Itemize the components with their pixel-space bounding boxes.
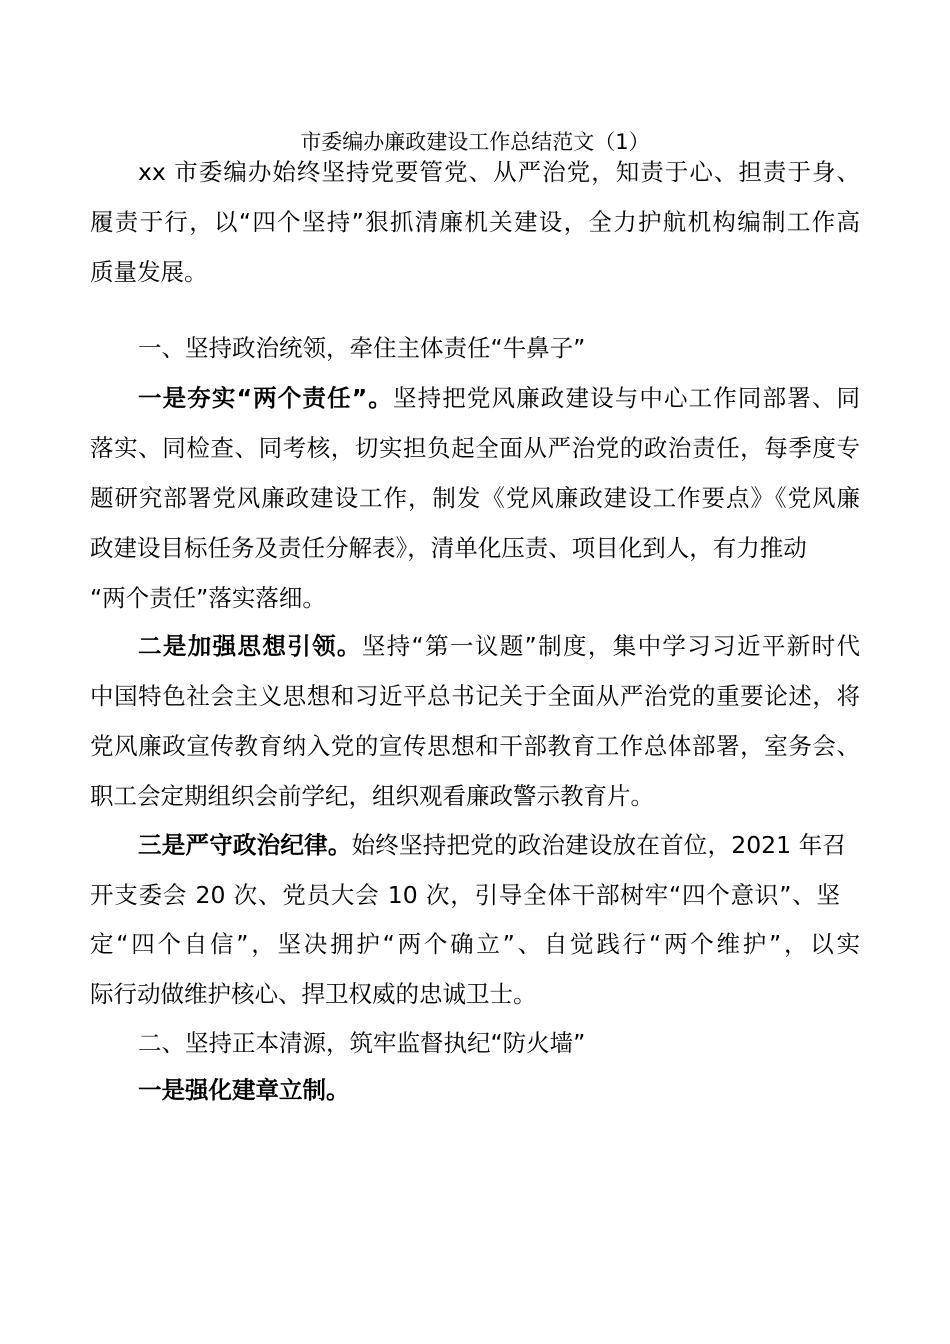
paragraph-line: 落实、同检查、同考核，切实担负起全面从严治党的政治责任，每季度专 bbox=[90, 434, 860, 462]
paragraph-line: 定“四个自信”，坚决拥护“两个确立”、自觉践行“两个维护”，以实 bbox=[90, 930, 860, 958]
paragraph-line: 开支委会 20 次、党员大会 10 次，引导全体干部树牢“四个意识”、坚 bbox=[90, 881, 840, 909]
paragraph-line: 际行动做维护核心、捍卫权威的忠诚卫士。 bbox=[90, 980, 537, 1008]
paragraph-line: 题研究部署党风廉政建设工作，制发《党风廉政建设工作要点》《党风廉 bbox=[90, 484, 860, 512]
line-text: 始终坚持把党的政治建设放在首位，2021 年召 bbox=[351, 831, 846, 859]
line-text: 坚持把党风廉政建设与中心工作同部署、同 bbox=[392, 384, 861, 412]
paragraph-line: 党风廉政宣传教育纳入党的宣传思想和干部教育工作总体部署，室务会、 bbox=[90, 732, 860, 760]
lead-text: 一是强化建章立制。 bbox=[138, 1076, 350, 1104]
paragraph-line bbox=[138, 381, 860, 415]
lead-text: 二是加强思想引领。 bbox=[138, 632, 362, 660]
section-heading-1: 一、坚持政治统领，牵住主体责任“牛鼻子” bbox=[138, 334, 586, 362]
line-text: 坚持“第一议题”制度，集中学习习近平新时代 bbox=[361, 632, 860, 660]
section-heading-2: 二、坚持正本清源，筑牢监督执纪“防火墙” bbox=[138, 1029, 586, 1057]
lead-text: 三是严守政治纪律。 bbox=[138, 831, 352, 859]
paragraph-line: “两个责任”落实落细。 bbox=[90, 584, 326, 612]
lead-text: 一是夯实“两个责任”。 bbox=[138, 384, 393, 412]
paragraph-line: 职工会定期组织会前学纪，组织观看廉政警示教育片。 bbox=[90, 782, 654, 810]
paragraph-line: xx 市委编办始终坚持党要管党、从严治党，知责于心、担责于身、 bbox=[138, 158, 860, 186]
paragraph-line: 政建设目标任务及责任分解表》，清单化压责、项目化到人，有力推动 bbox=[90, 534, 807, 562]
paragraph-line: 质量发展。 bbox=[90, 258, 208, 286]
paragraph-line bbox=[138, 629, 860, 663]
document-title: 市委编办廉政建设工作总结范文（1） bbox=[300, 130, 650, 154]
paragraph-line bbox=[138, 1073, 860, 1107]
paragraph-line: 中国特色社会主义思想和习近平总书记关于全面从严治党的重要论述，将 bbox=[90, 682, 860, 710]
paragraph-line bbox=[138, 828, 846, 862]
paragraph-line: 履责于行，以“四个坚持”狠抓清廉机关建设，全力护航机构编制工作高 bbox=[90, 208, 860, 236]
